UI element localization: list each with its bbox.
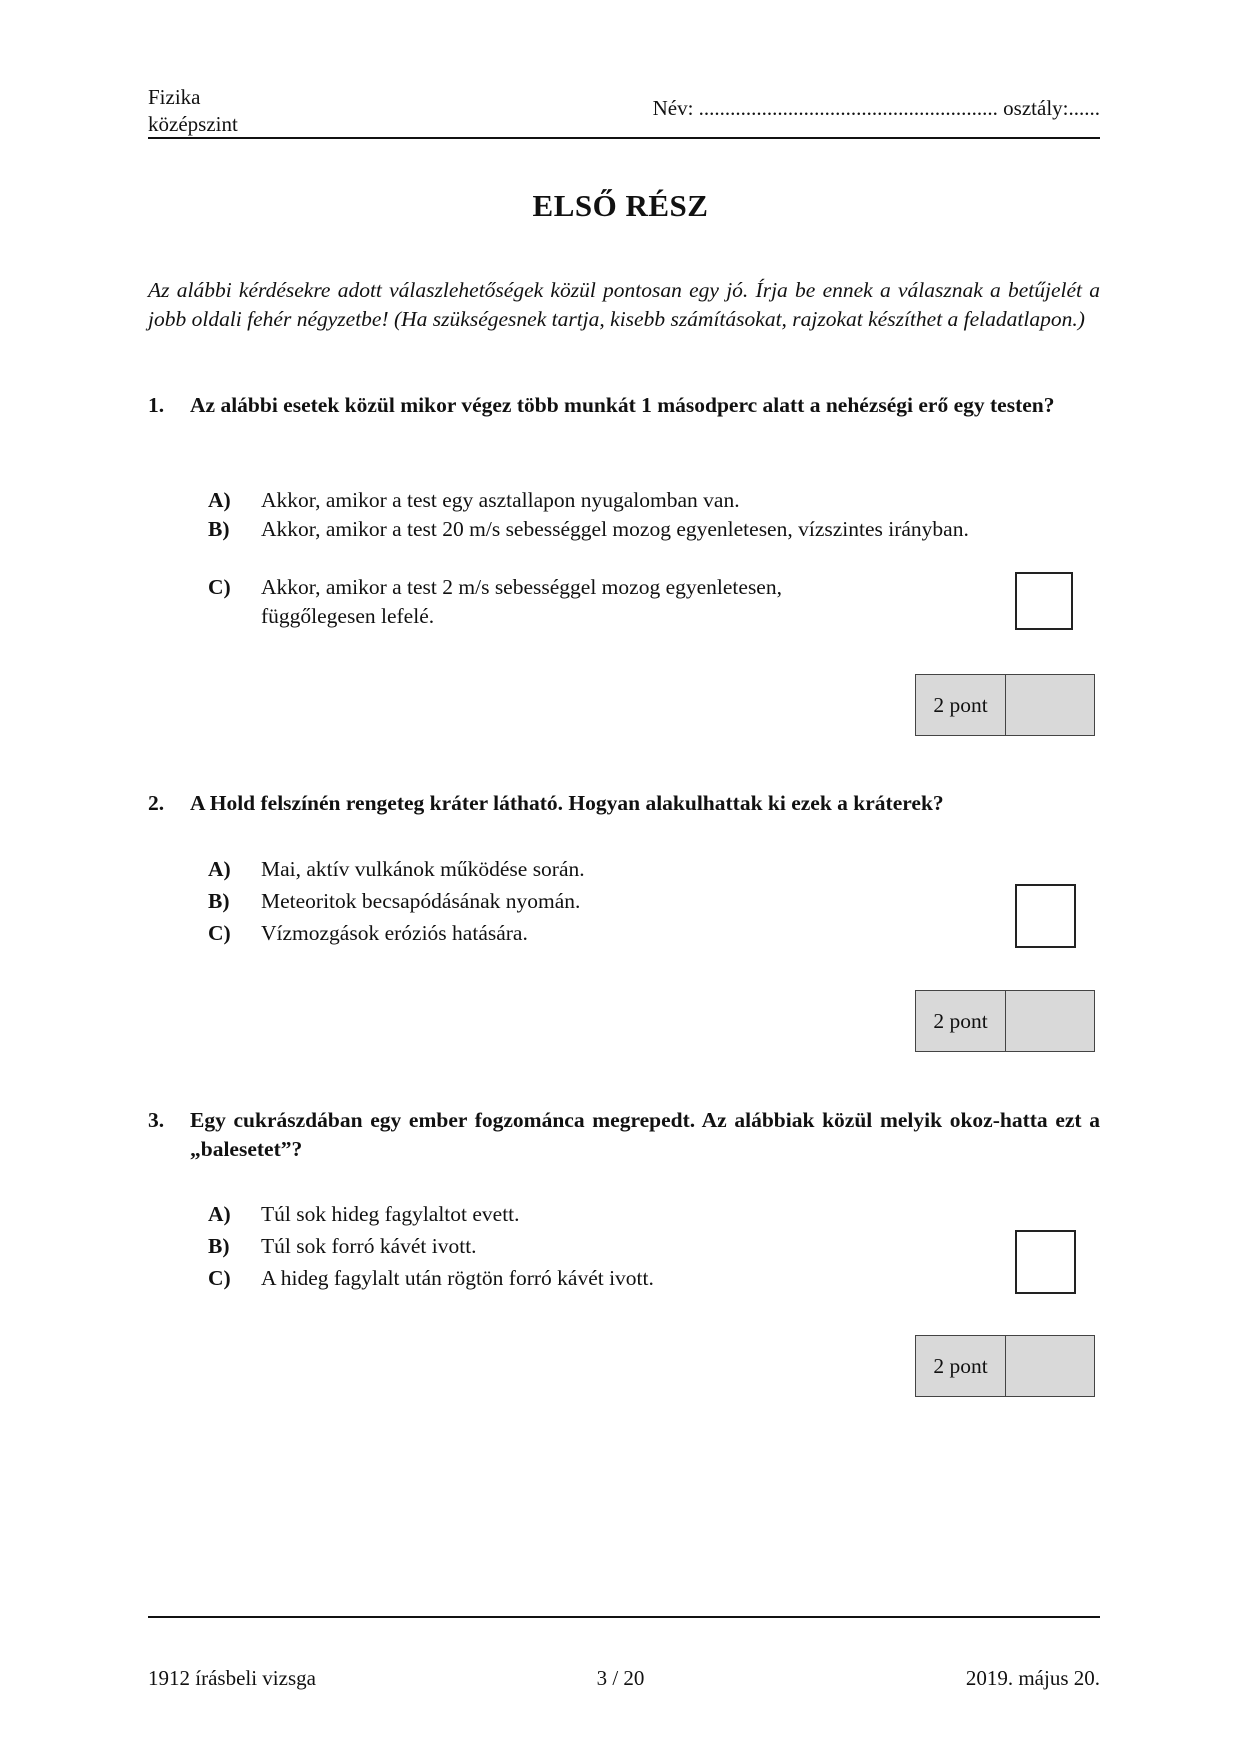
points-label: 2 pont	[916, 1336, 1006, 1396]
option-text: A hideg fagylalt után rögtön forró kávét ivott.	[261, 1266, 654, 1290]
option-letter: B)	[208, 889, 230, 913]
option-text: Túl sok hideg fagylaltot evett.	[261, 1202, 520, 1226]
option-1b	[208, 515, 1008, 544]
question-1	[148, 391, 1100, 420]
name-class-field[interactable]: Név: ......................................................... osztály:......	[652, 96, 1100, 120]
answer-box-2[interactable]	[1015, 884, 1076, 948]
option-text: Akkor, amikor a test 2 m/s sebességgel mozog egyenletesen, függőlegesen lefelé.	[261, 575, 782, 628]
option-letter: C)	[208, 921, 231, 945]
option-text: Vízmozgások eróziós hatására.	[261, 921, 528, 945]
footer-rule	[148, 1616, 1100, 1618]
option-letter: B)	[208, 517, 230, 541]
option-text: Mai, aktív vulkánok működése során.	[261, 857, 585, 881]
header-rule	[148, 137, 1100, 139]
score-box-3	[915, 1335, 1095, 1397]
header-level: középszint	[148, 112, 238, 136]
footer-exam-code: 1912 írásbeli vizsga	[148, 1666, 316, 1690]
option-3c	[208, 1264, 1008, 1293]
question-text: A Hold felszínén rengeteg kráter látható. Hogyan alakulhattak ki ezek a kráterek?	[190, 791, 944, 815]
page-title: ELSŐ RÉSZ	[532, 188, 709, 223]
question-text: Egy cukrászdában egy ember fogzománca megrepedt. Az alábbiak közül melyik okoz-hatta ezt a „balesetet”?	[190, 1108, 1100, 1161]
score-field[interactable]	[1006, 991, 1094, 1051]
answer-box-3[interactable]	[1015, 1230, 1076, 1294]
option-3b	[208, 1232, 1008, 1261]
question-text: Az alábbi esetek közül mikor végez több munkát 1 másodperc alatt a nehézségi erő egy testen?	[190, 393, 1055, 417]
option-text: Meteoritok becsapódásának nyomán.	[261, 889, 581, 913]
answer-box-1[interactable]	[1015, 572, 1073, 630]
option-text: Akkor, amikor a test 20 m/s sebességgel mozog egyenletesen, vízszintes irányban.	[261, 517, 969, 541]
option-1c	[208, 573, 888, 631]
question-number: 2.	[148, 791, 165, 815]
footer-date: 2019. május 20.	[965, 1666, 1100, 1690]
question-2	[148, 789, 1100, 818]
option-3a	[208, 1200, 1008, 1229]
option-letter: A)	[208, 488, 231, 512]
option-1a	[208, 486, 1008, 515]
score-box-2	[915, 990, 1095, 1052]
question-number: 1.	[148, 393, 165, 417]
option-text: Túl sok forró kávét ivott.	[261, 1234, 477, 1258]
footer-page-number: 3 / 20	[596, 1666, 645, 1690]
score-field[interactable]	[1006, 1336, 1094, 1396]
header-subject: Fizika	[148, 85, 201, 109]
option-2c	[208, 919, 1008, 948]
option-text: Akkor, amikor a test egy asztallapon nyugalomban van.	[261, 488, 740, 512]
points-label: 2 pont	[916, 675, 1006, 735]
option-letter: C)	[208, 575, 231, 599]
score-field[interactable]	[1006, 675, 1094, 735]
option-letter: A)	[208, 857, 231, 881]
option-2a	[208, 855, 1008, 884]
score-box-1	[915, 674, 1095, 736]
question-number: 3.	[148, 1108, 165, 1132]
option-letter: A)	[208, 1202, 231, 1226]
header-subject-block	[148, 84, 238, 138]
points-label: 2 pont	[916, 991, 1006, 1051]
option-2b	[208, 887, 1008, 916]
instructions: Az alábbi kérdésekre adott válaszlehetőségek közül pontosan egy jó. Írja be ennek a válasznak a betűjelét a jobb oldali fehér négyzetbe! (Ha szükségesnek tartja, kisebb számításokat, rajzokat készíthet a feladatlapon.)	[148, 278, 1100, 331]
option-letter: C)	[208, 1266, 231, 1290]
option-letter: B)	[208, 1234, 230, 1258]
question-3	[148, 1106, 1100, 1164]
